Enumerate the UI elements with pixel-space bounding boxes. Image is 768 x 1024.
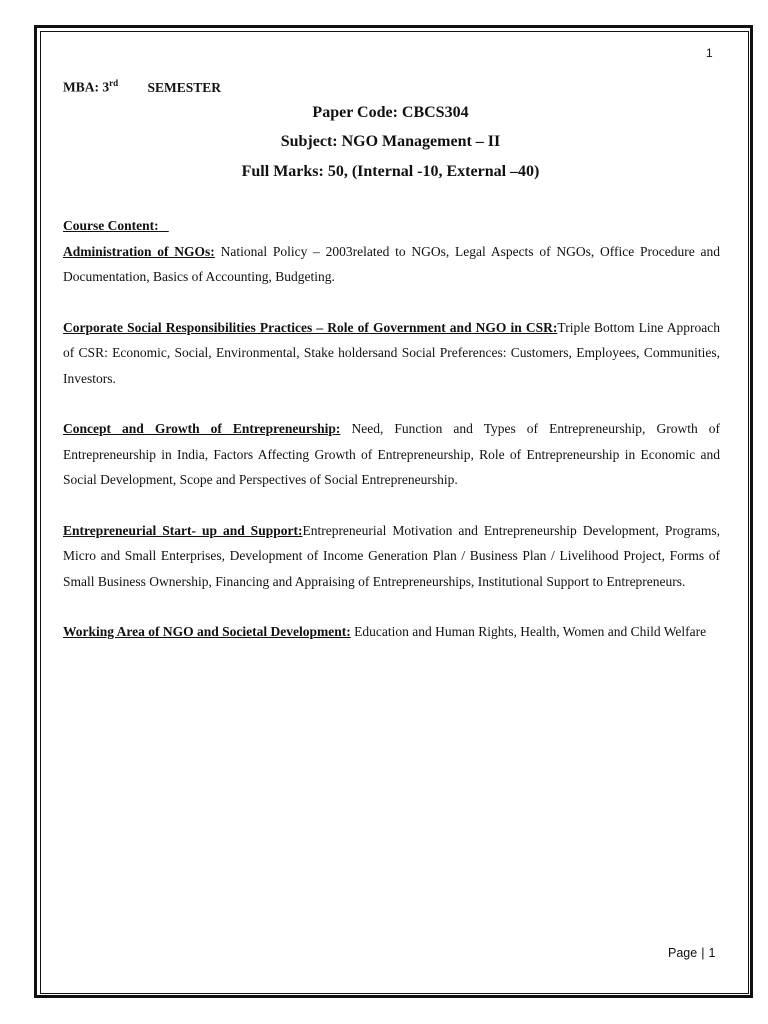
document-page <box>6 0 762 1024</box>
course-content-label: Course Content: <box>63 218 159 233</box>
ordinal-suffix: rd <box>109 78 119 88</box>
section-text: Education and Human Rights, Health, Women and Child Welfare <box>350 624 707 639</box>
page-separator: | <box>701 946 705 960</box>
section-text: National Policy – 2003related to NGOs, Legal Aspects of NGOs, Office Procedure and Documentation, Basics of Accounting, Budgeting. <box>63 243 720 284</box>
program-label: MBA: 3 <box>63 79 110 95</box>
section-text: Triple Bottom Line Approach of CSR: Economic, Social, Environmental, Stake holdersand Social Preferences: Customers, Employees, Communities, Investors. <box>63 319 720 386</box>
page-number-top: 1 <box>706 46 713 60</box>
section-heading: Entrepreneurial Start- up and Support: <box>63 522 303 538</box>
course-content <box>63 213 720 645</box>
paper-code-title: Paper Code: CBCS304 <box>312 104 469 121</box>
section-heading: Working Area of NGO and Societal Development: <box>63 624 351 639</box>
full-marks-title: Full Marks: 50, (Internal -10, External –40) <box>241 163 540 180</box>
section-administration <box>63 239 720 290</box>
section-text: Entrepreneurial Motivation and Entrepreneurship Development, Programs, Micro and Small Enterprises, Development of Income Generation Plan / Business Plan / Livelihood Project, Forms of Small Business Ownership, Financing and Appraising of Entrepreneurships, Institutional Support to Entrepreneurs. <box>63 522 720 589</box>
page-footer <box>668 946 715 960</box>
program-semester-line <box>63 78 221 96</box>
semester-label: SEMESTER <box>147 79 222 95</box>
course-content-heading <box>63 213 720 239</box>
page-number-footer: 1 <box>708 946 716 960</box>
page-label: Page <box>668 946 698 960</box>
subject-title: Subject: NGO Management – II <box>280 133 501 150</box>
section-heading: Corporate Social Responsibilities Practices – Role of Government and NGO in CSR: <box>63 319 558 335</box>
section-text: Need, Function and Types of Entrepreneurship, Growth of Entrepreneurship in India, Factors Affecting Growth of Entrepreneurship, Role of Entrepreneurship in Economic and Social Development, Scope and Perspectives of Social Entrepreneurship. <box>63 421 720 487</box>
section-startup-support <box>63 518 720 595</box>
section-heading: Concept and Growth of Entrepreneurship: <box>63 421 341 436</box>
section-heading: Administration of NGOs: <box>63 243 215 259</box>
section-csr <box>63 315 720 392</box>
section-working-area <box>63 619 720 645</box>
section-entrepreneurship <box>63 416 720 493</box>
